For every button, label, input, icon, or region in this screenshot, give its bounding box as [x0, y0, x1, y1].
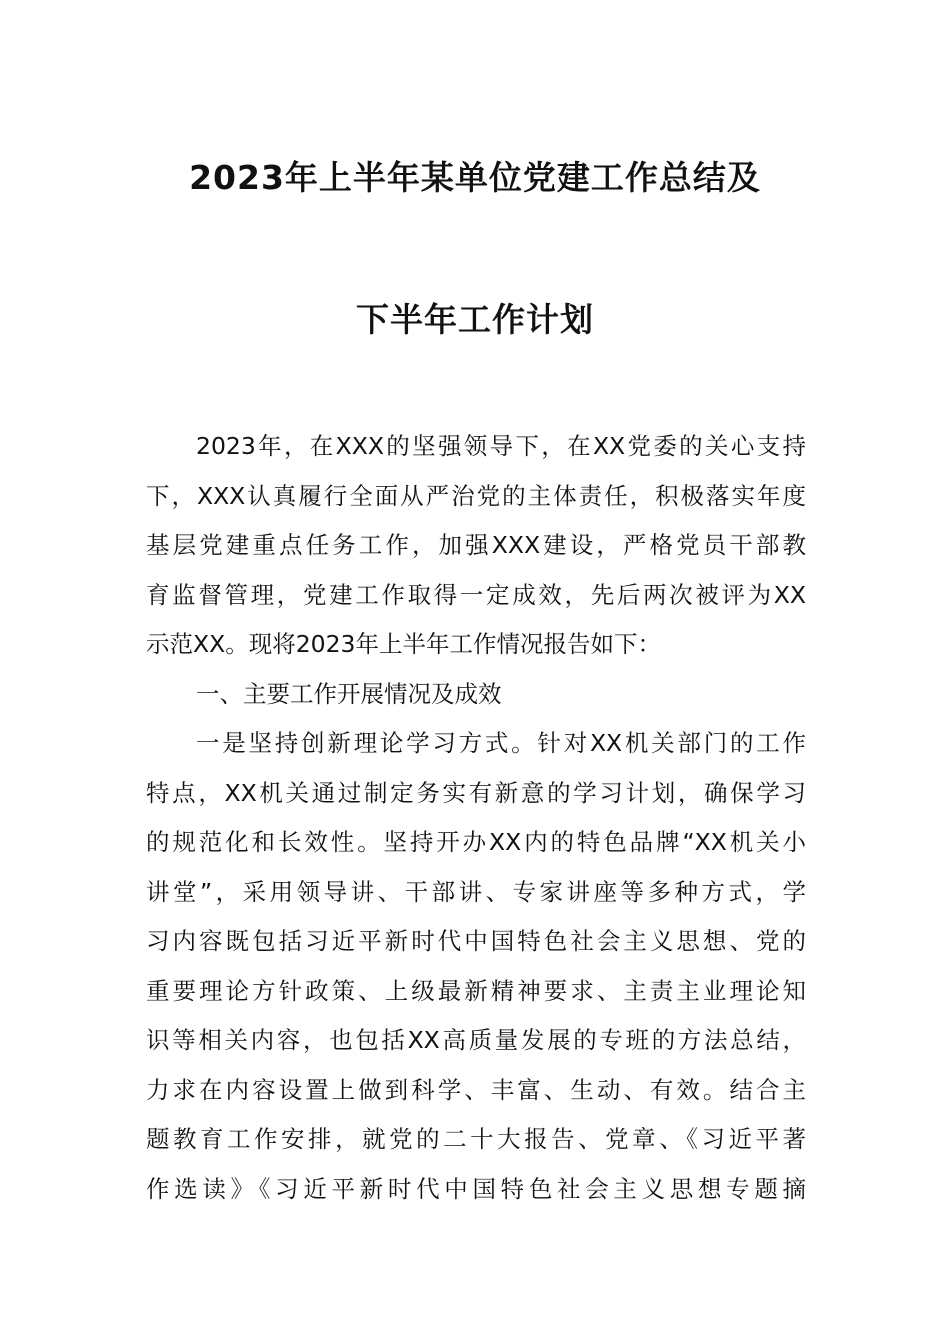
paragraph-line: 作选读》《习近平新时代中国特色社会主义思想专题摘: [146, 1174, 806, 1203]
paragraph-line: 重要理论方针政策、上级最新精神要求、主责主业理论知: [146, 976, 806, 1005]
paragraph-line: 示范XX。现将2023年上半年工作情况报告如下：: [146, 630, 662, 658]
paragraph-line: 识等相关内容，也包括XX高质量发展的专班的方法总结，: [146, 1026, 806, 1054]
paragraph-line: 题教育工作安排，就党的二十大报告、党章、《习近平著: [146, 1125, 806, 1153]
paragraph-line: 习内容既包括习近平新时代中国特色社会主义思想、党的: [146, 927, 806, 955]
document-title-line-1: 2023年上半年某单位党建工作总结及: [189, 158, 761, 197]
paragraph-line: 一是坚持创新理论学习方式。针对XX机关部门的工作: [196, 729, 806, 757]
paragraph-line: 育监督管理，党建工作取得一定成效，先后两次被评为XX: [146, 580, 806, 609]
document-body: [146, 422, 806, 1214]
document-title-line-2: 下半年工作计划: [356, 300, 594, 339]
paragraph-line: 下，XXX认真履行全面从严治党的主体责任，积极落实年度: [146, 481, 806, 510]
paragraph-line: 讲堂”，采用领导讲、干部讲、专家讲座等多种方式，学: [146, 877, 806, 906]
section-heading: 一、主要工作开展情况及成效: [196, 679, 502, 708]
paragraph-line: 2023年，在XXX的坚强领导下，在XX党委的关心支持: [196, 432, 806, 460]
paragraph-line: 的规范化和长效性。坚持开办XX内的特色品牌“XX机关小: [146, 828, 806, 856]
paragraph-line: 基层党建重点任务工作，加强XXX建设，严格党员干部教: [146, 531, 806, 559]
paragraph-line: 力求在内容设置上做到科学、丰富、生动、有效。结合主: [146, 1075, 806, 1104]
paragraph-line: 特点，XX机关通过制定务实有新意的学习计划，确保学习: [146, 778, 806, 807]
